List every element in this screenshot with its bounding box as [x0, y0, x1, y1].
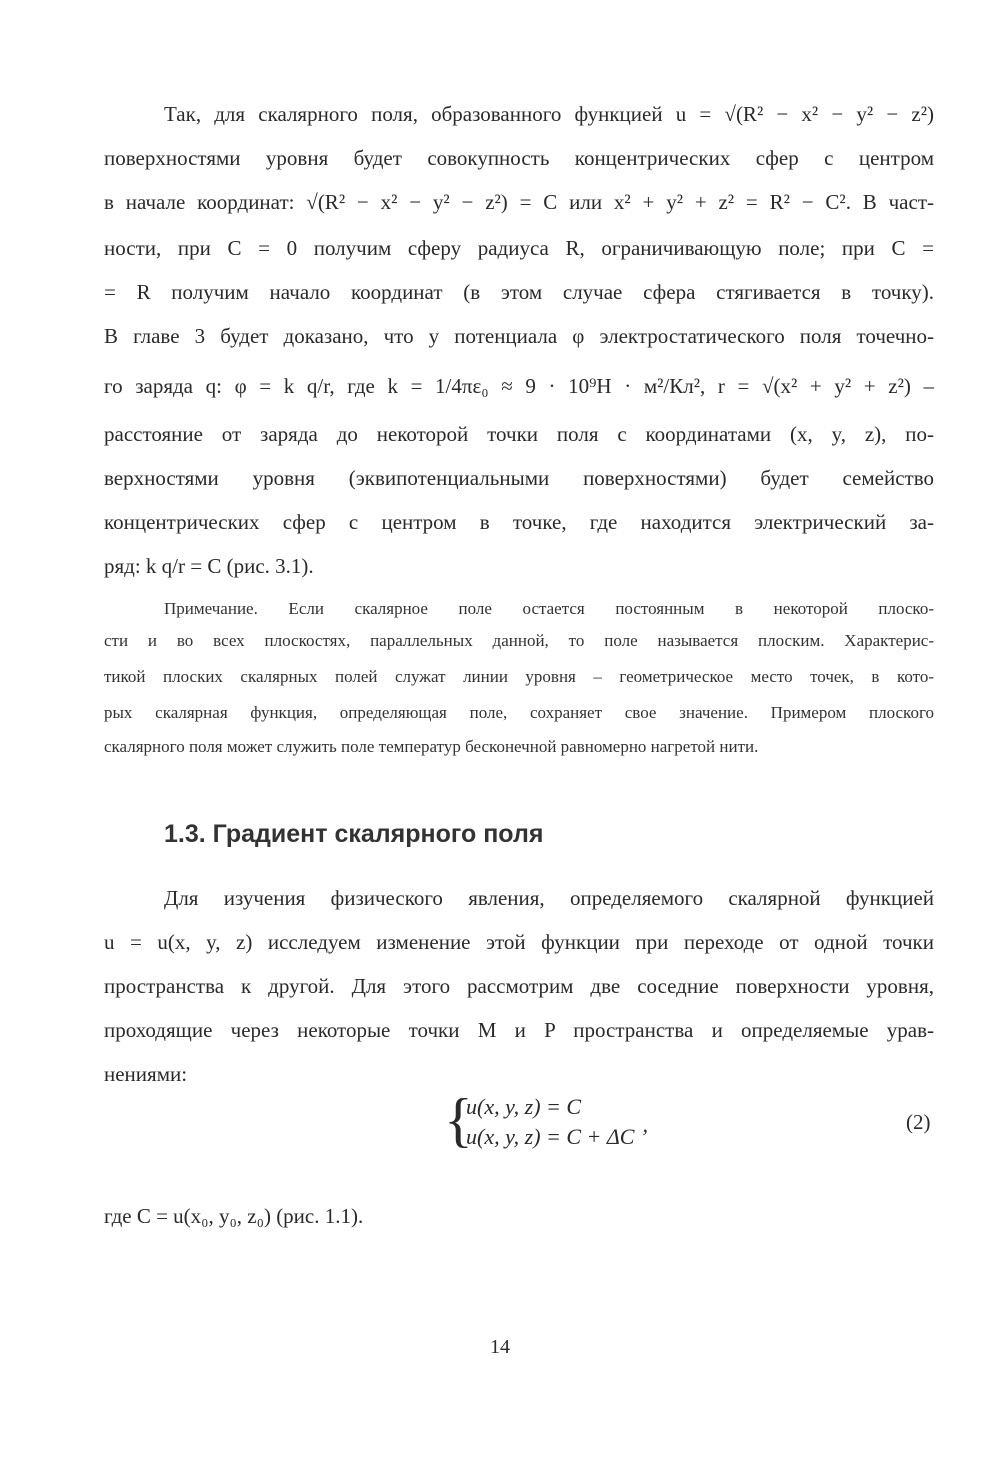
paragraph1-line-4: ности, при C = 0 получим сферу радиуса R, ограничивающую поле; при C =: [104, 236, 934, 260]
paragraph2-line-4: проходящие через некоторые точки M и P пространства и определяемые урав-: [104, 1018, 934, 1042]
paragraph2-line-5: нениями:: [104, 1062, 188, 1086]
equation-system: [444, 1087, 648, 1153]
paragraph1-line-1: Так, для скалярного поля, образованного функцией u = √(R² − x² − y² − z²): [164, 102, 934, 126]
equation-line-2: u(x, y, z) = C + ΔC ’: [466, 1124, 648, 1149]
paragraph1-line-9: верхностями уровня (эквипотенциальными поверхностями) будет семейство: [104, 466, 934, 490]
brace-symbol: {: [444, 1087, 473, 1153]
note-line-5: скалярного поля может служить поле температур бесконечной равномерно нагретой нити.: [104, 737, 759, 756]
paragraph1-line-10: концентрических сфер с центром в точке, где находится электрический за-: [104, 510, 934, 534]
paragraph1-line-5: = R получим начало координат (в этом случае сфера стягивается в точку).: [104, 280, 934, 304]
paragraph1-line-2: поверхностями уровня будет совокупность концентрических сфер с центром: [104, 146, 934, 170]
note-line-2: сти и во всех плоскостях, параллельных данной, то поле называется плоским. Характерис-: [104, 631, 934, 650]
paragraph1-line-8: расстояние от заряда до некоторой точки поля с координатами (x, y, z), по-: [104, 422, 934, 446]
paragraph1-line-7: го заряда q: φ = k q/r, где k = 1/4πε₀ ≈ 9 · 10⁹Н · м²/Кл², r = √(x² + y² + z²) –: [104, 374, 934, 398]
paragraph1-line-3: в начале координат: √(R² − x² − y² − z²) = C или x² + y² + z² = R² − C². В част-: [104, 190, 934, 214]
equation-number: (2): [906, 1110, 931, 1134]
paragraph1-line-11: ряд: k q/r = C (рис. 3.1).: [104, 554, 314, 578]
note-line-1: Примечание. Если скалярное поле остается постоянным в некоторой плоско-: [164, 599, 934, 618]
equation-line-1: u(x, y, z) = C: [466, 1094, 582, 1119]
after-equation-line: где C = u(x₀, y₀, z₀) (рис. 1.1).: [104, 1204, 364, 1228]
section-heading: 1.3. Градиент скалярного поля: [164, 820, 544, 848]
paragraph2-line-3: пространства к другой. Для этого рассмотрим две соседние поверхности уровня,: [104, 974, 934, 998]
note-line-3: тикой плоских скалярных полей служат линии уровня – геометрическое место точек, в кото-: [104, 667, 934, 686]
page-number: 14: [490, 1336, 510, 1358]
paragraph2-line-1: Для изучения физического явления, определяемого скалярной функцией: [164, 886, 934, 910]
paragraph2-line-2: u = u(x, y, z) исследуем изменение этой функции при переходе от одной точки: [104, 930, 934, 954]
note-line-4: рых скалярная функция, определяющая поле, сохраняет свое значение. Примером плоского: [104, 703, 934, 722]
paragraph1-line-6: В главе 3 будет доказано, что у потенциала φ электростатического поля точечно-: [104, 324, 934, 348]
